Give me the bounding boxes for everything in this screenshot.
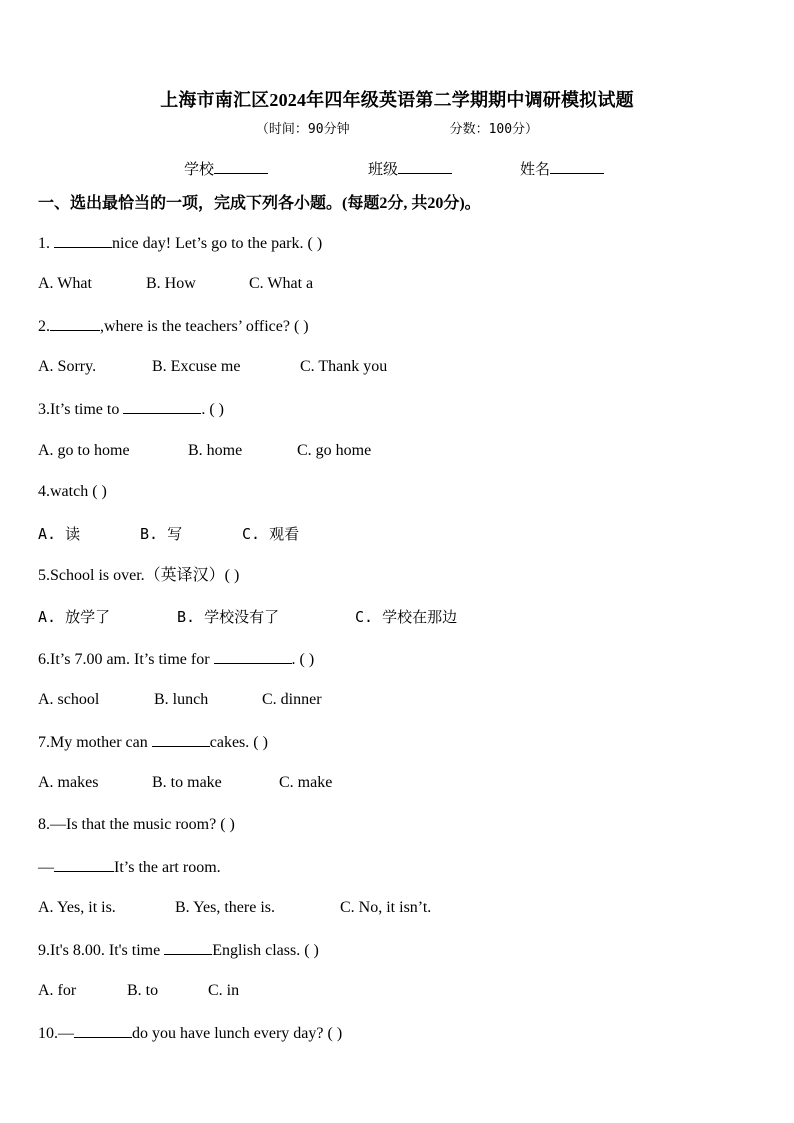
option-b: B. 学校没有了 <box>177 608 280 626</box>
option-b: B. Excuse me <box>152 358 241 375</box>
question-text: 6.It’s 7.00 am. It’s time for <box>38 651 214 668</box>
dialogue-dash: — <box>38 859 54 876</box>
school-field <box>184 158 268 179</box>
question-text: cakes. ( ) <box>209 734 268 751</box>
section-heading: 一、选出最恰当的一项，完成下列各小题。(每题2分, 共20分)。 <box>38 195 481 212</box>
option-a: A. for <box>38 982 77 999</box>
question-text: . ( ) <box>291 651 315 668</box>
option-b: B. 写 <box>140 525 183 543</box>
option-c: C. in <box>208 982 240 999</box>
answer-blank <box>123 399 201 414</box>
option-b: B. to make <box>152 774 222 791</box>
option-c: C. Thank you <box>300 358 388 375</box>
school-label: 学校 <box>184 162 215 178</box>
question-text: 2. <box>38 318 50 335</box>
question-5-options <box>38 607 498 627</box>
question-9-options <box>38 981 458 1001</box>
question-4 <box>38 482 107 502</box>
question-text: do you have lunch every day? ( ) <box>132 1025 343 1042</box>
question-10 <box>38 1023 342 1044</box>
question-6-options <box>38 690 458 710</box>
exam-subtitle <box>0 118 794 137</box>
exam-title: 上海市南汇区2024年四年级英语第二学期期中调研模拟试题 <box>160 90 634 110</box>
answer-blank <box>152 732 210 747</box>
name-label: 姓名 <box>520 162 551 178</box>
question-3 <box>38 399 224 420</box>
question-1 <box>38 233 322 254</box>
question-text: 9.It's 8.00. It's time <box>38 942 165 959</box>
question-8 <box>38 815 235 835</box>
option-b: B. Yes, there is. <box>175 899 276 916</box>
answer-blank <box>214 649 292 664</box>
option-a: A. 放学了 <box>38 608 111 626</box>
question-5 <box>38 566 239 586</box>
name-field <box>520 158 604 179</box>
answer-blank <box>54 233 112 248</box>
question-text: 5.School is over.（英译汉）( ) <box>38 567 240 584</box>
class-label: 班级 <box>368 162 399 178</box>
option-c: C. make <box>279 774 333 791</box>
answer-blank <box>74 1023 132 1038</box>
option-c: C. No, it isn’t. <box>340 899 432 916</box>
option-a: A. Sorry. <box>38 358 97 375</box>
option-a: A. go to home <box>38 442 130 459</box>
name-blank <box>550 161 604 174</box>
question-text: English class. ( ) <box>212 942 319 959</box>
question-9 <box>38 940 319 961</box>
option-c: C. 学校在那边 <box>355 608 458 626</box>
option-c: C. dinner <box>262 691 322 708</box>
option-a: A. What <box>38 275 92 292</box>
question-8-answer-line <box>38 857 221 878</box>
question-text: 3.It’s time to <box>38 401 124 418</box>
option-b: B. to <box>127 982 159 999</box>
question-1-options <box>38 274 438 294</box>
question-4-options <box>38 524 458 544</box>
option-b: B. How <box>146 275 196 292</box>
question-2-options <box>38 357 458 377</box>
answer-blank <box>164 940 212 955</box>
answer-blank <box>50 316 100 331</box>
question-8-options <box>38 898 478 918</box>
question-text: 7.My mother can <box>38 734 152 751</box>
exam-time: （时间：90分钟 <box>255 122 350 137</box>
question-text: nice day! Let’s go to the park. ( ) <box>112 235 323 252</box>
question-2 <box>38 316 309 337</box>
question-7-options <box>38 773 458 793</box>
option-a: A. Yes, it is. <box>38 899 116 916</box>
option-a: A. makes <box>38 774 99 791</box>
question-6 <box>38 649 314 670</box>
question-text: 4.watch ( ) <box>38 483 107 500</box>
class-blank <box>398 161 452 174</box>
question-3-options <box>38 441 458 461</box>
answer-blank <box>54 857 114 872</box>
question-text: It’s the art room. <box>114 859 221 876</box>
option-c: C. What a <box>249 275 314 292</box>
question-text: 10.— <box>38 1025 74 1042</box>
option-a: A. 读 <box>38 525 81 543</box>
exam-score: 分数：100分） <box>449 122 539 137</box>
question-7 <box>38 732 268 753</box>
question-text: 1. <box>38 235 54 252</box>
question-text: ,where is the teachers’ office? ( ) <box>100 318 309 335</box>
option-c: C. go home <box>297 442 372 459</box>
question-text: 8.—Is that the music room? ( ) <box>38 816 235 833</box>
question-text: . ( ) <box>201 401 224 418</box>
option-a: A. school <box>38 691 100 708</box>
student-info-fields <box>184 158 624 182</box>
school-blank <box>214 161 268 174</box>
option-b: B. lunch <box>154 691 209 708</box>
option-b: B. home <box>188 442 243 459</box>
class-field <box>368 158 452 179</box>
option-c: C. 观看 <box>242 525 300 543</box>
